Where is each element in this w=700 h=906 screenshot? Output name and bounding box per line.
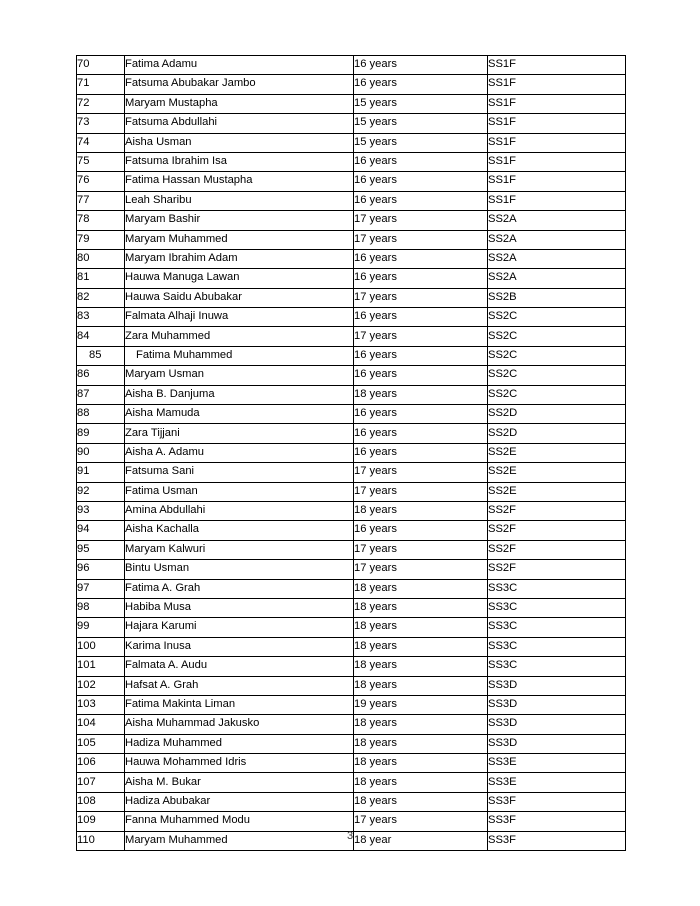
cell-age: 16 years <box>354 269 488 288</box>
cell-age: 18 year <box>354 831 488 850</box>
cell-student-name: Aisha Usman <box>125 133 354 152</box>
cell-student-name: Aisha Mamuda <box>125 405 354 424</box>
cell-age: 18 years <box>354 773 488 792</box>
cell-class: SS2C <box>488 327 626 346</box>
cell-serial-number: 71 <box>77 75 125 94</box>
cell-age: 16 years <box>354 424 488 443</box>
table-row <box>77 152 626 171</box>
cell-age: 18 years <box>354 385 488 404</box>
cell-student-name: Maryam Ibrahim Adam <box>125 249 354 268</box>
table-row <box>77 424 626 443</box>
table-row <box>77 521 626 540</box>
cell-student-name: Fatima Adamu <box>125 56 354 75</box>
roster-table-container <box>76 55 625 851</box>
cell-class: SS2E <box>488 463 626 482</box>
cell-student-name: Fatima Muhammed <box>125 346 354 365</box>
cell-age: 18 years <box>354 676 488 695</box>
cell-age: 18 years <box>354 657 488 676</box>
cell-serial-number: 87 <box>77 385 125 404</box>
cell-student-name: Hauwa Manuga Lawan <box>125 269 354 288</box>
cell-serial-number: 108 <box>77 792 125 811</box>
cell-class: SS1F <box>488 172 626 191</box>
cell-serial-number: 100 <box>77 637 125 656</box>
cell-class: SS3E <box>488 773 626 792</box>
cell-class: SS3F <box>488 812 626 831</box>
cell-serial-number: 80 <box>77 249 125 268</box>
table-row <box>77 637 626 656</box>
cell-serial-number: 109 <box>77 812 125 831</box>
table-row <box>77 94 626 113</box>
cell-student-name: Maryam Muhammed <box>125 230 354 249</box>
cell-student-name: Leah Sharibu <box>125 191 354 210</box>
cell-student-name: Aisha Kachalla <box>125 521 354 540</box>
cell-student-name: Karima Inusa <box>125 637 354 656</box>
cell-class: SS2A <box>488 211 626 230</box>
cell-serial-number: 104 <box>77 715 125 734</box>
cell-age: 15 years <box>354 94 488 113</box>
cell-class: SS2C <box>488 366 626 385</box>
cell-serial-number: 84 <box>77 327 125 346</box>
cell-serial-number: 82 <box>77 288 125 307</box>
cell-class: SS1F <box>488 56 626 75</box>
cell-class: SS3D <box>488 676 626 695</box>
cell-serial-number: 70 <box>77 56 125 75</box>
table-row <box>77 249 626 268</box>
cell-age: 18 years <box>354 715 488 734</box>
table-row <box>77 327 626 346</box>
cell-student-name: Fatima Makinta Liman <box>125 695 354 714</box>
cell-student-name: Maryam Bashir <box>125 211 354 230</box>
cell-student-name: Hadiza Abubakar <box>125 792 354 811</box>
cell-class: SS2F <box>488 501 626 520</box>
cell-serial-number: 85 <box>77 346 125 365</box>
cell-student-name: Aisha A. Adamu <box>125 443 354 462</box>
cell-serial-number: 86 <box>77 366 125 385</box>
table-row <box>77 463 626 482</box>
cell-class: SS2B <box>488 288 626 307</box>
cell-age: 17 years <box>354 327 488 346</box>
cell-student-name: Bintu Usman <box>125 560 354 579</box>
table-row <box>77 657 626 676</box>
cell-age: 18 years <box>354 579 488 598</box>
table-row <box>77 230 626 249</box>
table-row <box>77 773 626 792</box>
cell-serial-number: 78 <box>77 211 125 230</box>
cell-class: SS3D <box>488 695 626 714</box>
table-row <box>77 56 626 75</box>
cell-serial-number: 97 <box>77 579 125 598</box>
cell-student-name: Maryam Mustapha <box>125 94 354 113</box>
cell-age: 18 years <box>354 734 488 753</box>
cell-class: SS3E <box>488 754 626 773</box>
cell-serial-number: 98 <box>77 598 125 617</box>
cell-student-name: Zara Muhammed <box>125 327 354 346</box>
cell-class: SS3C <box>488 637 626 656</box>
cell-serial-number: 73 <box>77 114 125 133</box>
table-row <box>77 308 626 327</box>
table-row <box>77 114 626 133</box>
cell-class: SS2A <box>488 269 626 288</box>
table-row <box>77 269 626 288</box>
table-row <box>77 792 626 811</box>
cell-age: 16 years <box>354 346 488 365</box>
cell-class: SS1F <box>488 191 626 210</box>
cell-student-name: Fatsuma Sani <box>125 463 354 482</box>
cell-class: SS3D <box>488 715 626 734</box>
cell-age: 18 years <box>354 637 488 656</box>
table-row <box>77 443 626 462</box>
cell-serial-number: 106 <box>77 754 125 773</box>
cell-age: 17 years <box>354 812 488 831</box>
cell-age: 16 years <box>354 191 488 210</box>
cell-age: 18 years <box>354 618 488 637</box>
cell-age: 16 years <box>354 308 488 327</box>
cell-student-name: Amina Abdullahi <box>125 501 354 520</box>
cell-age: 19 years <box>354 695 488 714</box>
cell-student-name: Fatima Hassan Mustapha <box>125 172 354 191</box>
cell-class: SS1F <box>488 152 626 171</box>
cell-class: SS2D <box>488 424 626 443</box>
cell-student-name: Hajara Karumi <box>125 618 354 637</box>
cell-serial-number: 102 <box>77 676 125 695</box>
cell-age: 17 years <box>354 540 488 559</box>
cell-student-name: Maryam Muhammed <box>125 831 354 850</box>
cell-class: SS3F <box>488 792 626 811</box>
cell-age: 16 years <box>354 172 488 191</box>
table-row <box>77 133 626 152</box>
cell-student-name: Aisha B. Danjuma <box>125 385 354 404</box>
cell-age: 16 years <box>354 249 488 268</box>
cell-age: 17 years <box>354 211 488 230</box>
cell-serial-number: 74 <box>77 133 125 152</box>
cell-serial-number: 103 <box>77 695 125 714</box>
cell-age: 17 years <box>354 288 488 307</box>
cell-age: 16 years <box>354 56 488 75</box>
table-row <box>77 366 626 385</box>
cell-student-name: Hauwa Mohammed Idris <box>125 754 354 773</box>
table-row <box>77 501 626 520</box>
cell-student-name: Habiba Musa <box>125 598 354 617</box>
table-row <box>77 598 626 617</box>
table-row <box>77 288 626 307</box>
table-row <box>77 812 626 831</box>
cell-age: 17 years <box>354 463 488 482</box>
table-row <box>77 385 626 404</box>
cell-serial-number: 72 <box>77 94 125 113</box>
cell-age: 17 years <box>354 482 488 501</box>
cell-age: 15 years <box>354 114 488 133</box>
cell-age: 17 years <box>354 230 488 249</box>
cell-serial-number: 90 <box>77 443 125 462</box>
cell-age: 18 years <box>354 792 488 811</box>
cell-age: 17 years <box>354 560 488 579</box>
cell-student-name: Hafsat A. Grah <box>125 676 354 695</box>
cell-age: 15 years <box>354 133 488 152</box>
cell-serial-number: 83 <box>77 308 125 327</box>
cell-class: SS3C <box>488 579 626 598</box>
cell-serial-number: 101 <box>77 657 125 676</box>
cell-serial-number: 77 <box>77 191 125 210</box>
cell-student-name: Fatima Usman <box>125 482 354 501</box>
cell-class: SS2A <box>488 249 626 268</box>
cell-serial-number: 110 <box>77 831 125 850</box>
table-row <box>77 560 626 579</box>
cell-class: SS1F <box>488 75 626 94</box>
cell-age: 18 years <box>354 598 488 617</box>
cell-serial-number: 93 <box>77 501 125 520</box>
cell-student-name: Hadiza Muhammed <box>125 734 354 753</box>
cell-class: SS2A <box>488 230 626 249</box>
cell-serial-number: 107 <box>77 773 125 792</box>
cell-serial-number: 89 <box>77 424 125 443</box>
cell-class: SS2F <box>488 560 626 579</box>
cell-student-name: Hauwa Saidu Abubakar <box>125 288 354 307</box>
cell-class: SS1F <box>488 94 626 113</box>
cell-class: SS3C <box>488 657 626 676</box>
cell-student-name: Fatsuma Ibrahim Isa <box>125 152 354 171</box>
table-row <box>77 482 626 501</box>
cell-class: SS3F <box>488 831 626 850</box>
cell-class: SS1F <box>488 114 626 133</box>
table-row <box>77 579 626 598</box>
table-row <box>77 754 626 773</box>
roster-table <box>76 55 626 851</box>
cell-student-name: Fanna Muhammed Modu <box>125 812 354 831</box>
cell-student-name: Maryam Kalwuri <box>125 540 354 559</box>
table-row <box>77 191 626 210</box>
cell-class: SS2E <box>488 443 626 462</box>
cell-student-name: Falmata Alhaji Inuwa <box>125 308 354 327</box>
cell-serial-number: 92 <box>77 482 125 501</box>
cell-class: SS2C <box>488 346 626 365</box>
cell-age: 16 years <box>354 405 488 424</box>
roster-table-body <box>77 56 626 851</box>
cell-student-name: Maryam Usman <box>125 366 354 385</box>
table-row <box>77 211 626 230</box>
cell-class: SS3C <box>488 618 626 637</box>
cell-student-name: Fatima A. Grah <box>125 579 354 598</box>
cell-class: SS2C <box>488 385 626 404</box>
cell-age: 18 years <box>354 501 488 520</box>
table-row <box>77 618 626 637</box>
cell-serial-number: 105 <box>77 734 125 753</box>
cell-student-name: Aisha Muhammad Jakusko <box>125 715 354 734</box>
cell-class: SS3D <box>488 734 626 753</box>
cell-class: SS2F <box>488 521 626 540</box>
cell-age: 16 years <box>354 152 488 171</box>
cell-serial-number: 96 <box>77 560 125 579</box>
cell-class: SS2D <box>488 405 626 424</box>
cell-age: 16 years <box>354 75 488 94</box>
cell-class: SS1F <box>488 133 626 152</box>
cell-serial-number: 88 <box>77 405 125 424</box>
cell-age: 18 years <box>354 754 488 773</box>
cell-class: SS3C <box>488 598 626 617</box>
cell-age: 16 years <box>354 366 488 385</box>
table-row <box>77 715 626 734</box>
table-row <box>77 695 626 714</box>
cell-age: 16 years <box>354 521 488 540</box>
cell-student-name: Falmata A. Audu <box>125 657 354 676</box>
cell-serial-number: 91 <box>77 463 125 482</box>
page-number: 3 <box>346 830 354 842</box>
cell-student-name: Fatsuma Abubakar Jambo <box>125 75 354 94</box>
table-row <box>77 346 626 365</box>
table-row <box>77 676 626 695</box>
cell-serial-number: 76 <box>77 172 125 191</box>
cell-student-name: Aisha M. Bukar <box>125 773 354 792</box>
cell-class: SS2C <box>488 308 626 327</box>
cell-student-name: Zara Tijjani <box>125 424 354 443</box>
table-row <box>77 734 626 753</box>
cell-serial-number: 99 <box>77 618 125 637</box>
cell-student-name: Fatsuma Abdullahi <box>125 114 354 133</box>
table-row <box>77 172 626 191</box>
cell-serial-number: 81 <box>77 269 125 288</box>
table-row <box>77 75 626 94</box>
cell-class: SS2F <box>488 540 626 559</box>
cell-serial-number: 75 <box>77 152 125 171</box>
cell-serial-number: 95 <box>77 540 125 559</box>
cell-serial-number: 94 <box>77 521 125 540</box>
table-row <box>77 540 626 559</box>
cell-serial-number: 79 <box>77 230 125 249</box>
cell-age: 16 years <box>354 443 488 462</box>
cell-class: SS2E <box>488 482 626 501</box>
table-row <box>77 405 626 424</box>
